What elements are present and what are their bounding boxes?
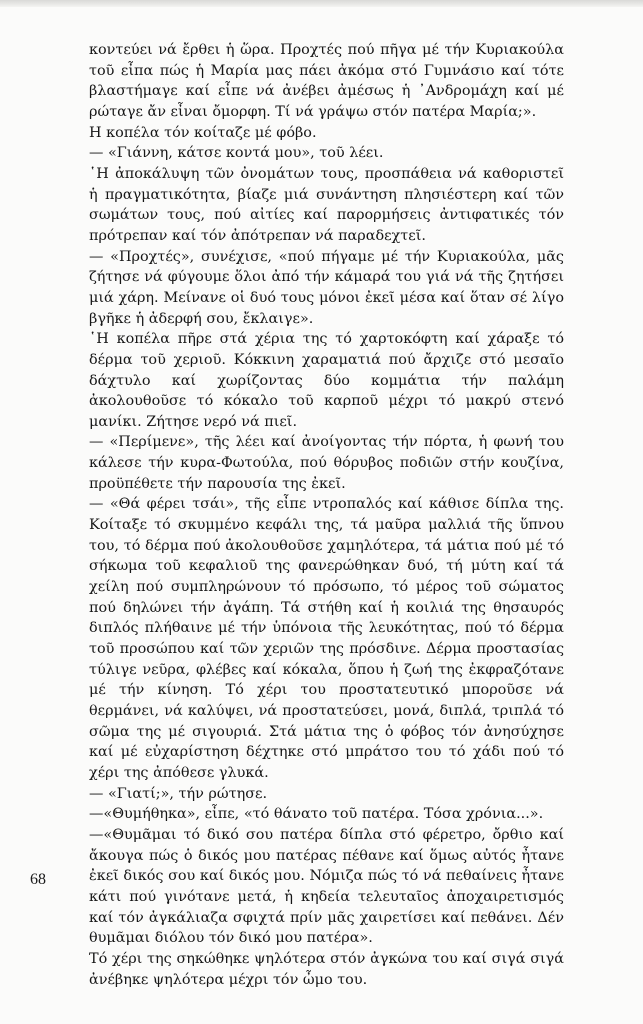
paragraph: κοντεύει νά ἔρθει ἡ ὥρα. Προχτές πού πῆγα μέ τήν Κυριακούλα τοῦ εἶπα πώς ἡ Μαρία μας πάει ἀκόμα στό Γυμνάσιο καί τότε βλαστήμαγε καί εἶπε νά ἀνέβει ἀμέσως ἡ ᾽Ανδρομάχη καί μέ ρώταγε ἄν εἶναι ὄμορφη. Τί νά γράψω στόν πατέρα Μαρία;». bbox=[89, 42, 564, 120]
paragraph: Η κοπέλα τόν κοίταζε μέ φόβο. bbox=[89, 124, 317, 141]
paragraph: ῾Η κοπέλα πῆρε στά χέρια της τό χαρτοκόφτη καί χάραξε τό δέρμα τοῦ χεριοῦ. Κόκκινη χαραματιά πού ἄρχιζε στό μεσαῖο δάχτυλο καί χωρίζοντας δύο κομμάτια τήν παλάμη ἀκολουθοῦσε τό κόκαλο τοῦ καρποῦ μέχρι τό μακρύ στενό μανίκι. Ζήτησε νερό νά πιεῖ. bbox=[89, 331, 564, 430]
page-body-text bbox=[89, 40, 564, 990]
paragraph: — «Θά φέρει τσάι», τῆς εἶπε ντροπαλός καί κάθισε δίπλα της. Κοίταξε τό σκυμμένο κεφάλι της, τά μαῦρα μαλλιά τῆς ὕπνου του, τό δέρμα πού ἀκολουθοῦσε χαμηλότερα, τά μάτια πού μέ τό σήκωμα τοῦ κεφαλιοῦ της φανερώθηκαν δυό, τή μύτη καί τά χείλη πού συμπληρώνουν τό πρόσωπο, τό μέρος τοῦ σώματος πού δηλώνει τήν ἀγάπη. Τά στήθη καί ἡ κοιλιά της θησαυρός διπλός πλήθαινε μέ τήν ὑπόνοια τῆς λευκότητας, πού τό δέρμα τοῦ προσώπου καί τῶν χεριῶν της πρόσδινε. Δέρμα προστασίας τύλιγε νεῦρα, φλέβες καί κόκαλα, ὅπου ἡ ζωή της ἐκφραζότανε μέ τήν κίνηση. Τό χέρι του προστατευτικό μποροῦσε νά θερμάνει, νά καλύψει, νά προστατεύσει, μονά, διπλά, τριπλά τό σῶμα της μέ σιγουριά. Στά μάτια της ὁ φόβος τόν ἀνησύχησε καί μέ εὐχαρίστηση δέχτηκε στό μπράτσο του τό χάδι πού τό χέρι της ἀπόθεσε γλυκά. bbox=[89, 496, 564, 781]
page-number: 68 bbox=[30, 871, 46, 888]
paragraph: — «Περίμενε», τῆς λέει καί ἀνοίγοντας τήν πόρτα, ἡ φωνή του κάλεσε τήν κυρα-Φωτούλα, πού θόρυβος ποδιῶν στήν κουζίνα, προϋπέθετε τήν παρουσία της ἐκεῖ. bbox=[89, 434, 564, 492]
paragraph: —«Θυμήθηκα», εἶπε, «τό θάνατο τοῦ πατέρα. Τόσα χρόνια...». bbox=[89, 806, 544, 823]
paragraph: —«Θυμᾶμαι τό δικό σου πατέρα δίπλα στό φέρετρο, ὄρθιο καί ἄκουγα πώς ὁ δικός μου πατέρας πέθανε καί ὅμως αὐτός ἦτανε ἐκεῖ δικός σου καί δικός μου. Νόμιζα πώς τό νά πεθαίνεις ἦτανε κάτι πού γινότανε μετά, ἡ κηδεία τελευταῖος ἀποχαιρετισμός καί τόν ἀγκάλιαζα σφιχτά πρίν μᾶς χαιρετίσει καί πεθάνει. Δέν θυμᾶμαι διόλου τόν δικό μου πατέρα». bbox=[89, 826, 564, 947]
paragraph: Τό χέρι της σηκώθηκε ψηλότερα στόν ἀγκώνα του καί σιγά σιγά ἀνέβηκε ψηλότερα μέχρι τόν ὦμο του. bbox=[89, 950, 564, 988]
paragraph: — «Γιάννη, κάτσε κοντά μου», τοῦ λέει. bbox=[89, 145, 384, 162]
paragraph: — «Προχτές», συνέχισε, «πού πήγαμε μέ τήν Κυριακούλα, μᾶς ζήτησε νά φύγουμε ὅλοι ἀπό τήν κάμαρά του γιά νά τῆς ζητήσει μιά χάρη. Μείνανε οἱ δυό τους μόνοι ἐκεῖ μέσα καί ὅταν σέ λίγο βγῆκε ἡ ἀδερφή σου, ἔκλαιγε». bbox=[89, 248, 564, 327]
paragraph: ῾Η ἀποκάλυψη τῶν ὀνομάτων τους, προσπάθεια νά καθοριστεῖ ἡ πραγματικότητα, βίαζε μιά συνάντηση πλησιέστερη καί τῶν σωμάτων τους, πού αἰτίες καί παρορμήσεις ἀντιφατικές τόν πρότρεπαν καί τόν ἀπότρεπαν νά παραδεχτεῖ. bbox=[89, 165, 564, 244]
scan-top-edge bbox=[0, 0, 643, 7]
paragraph: — «Γιατί;», τήν ρώτησε. bbox=[89, 785, 268, 802]
